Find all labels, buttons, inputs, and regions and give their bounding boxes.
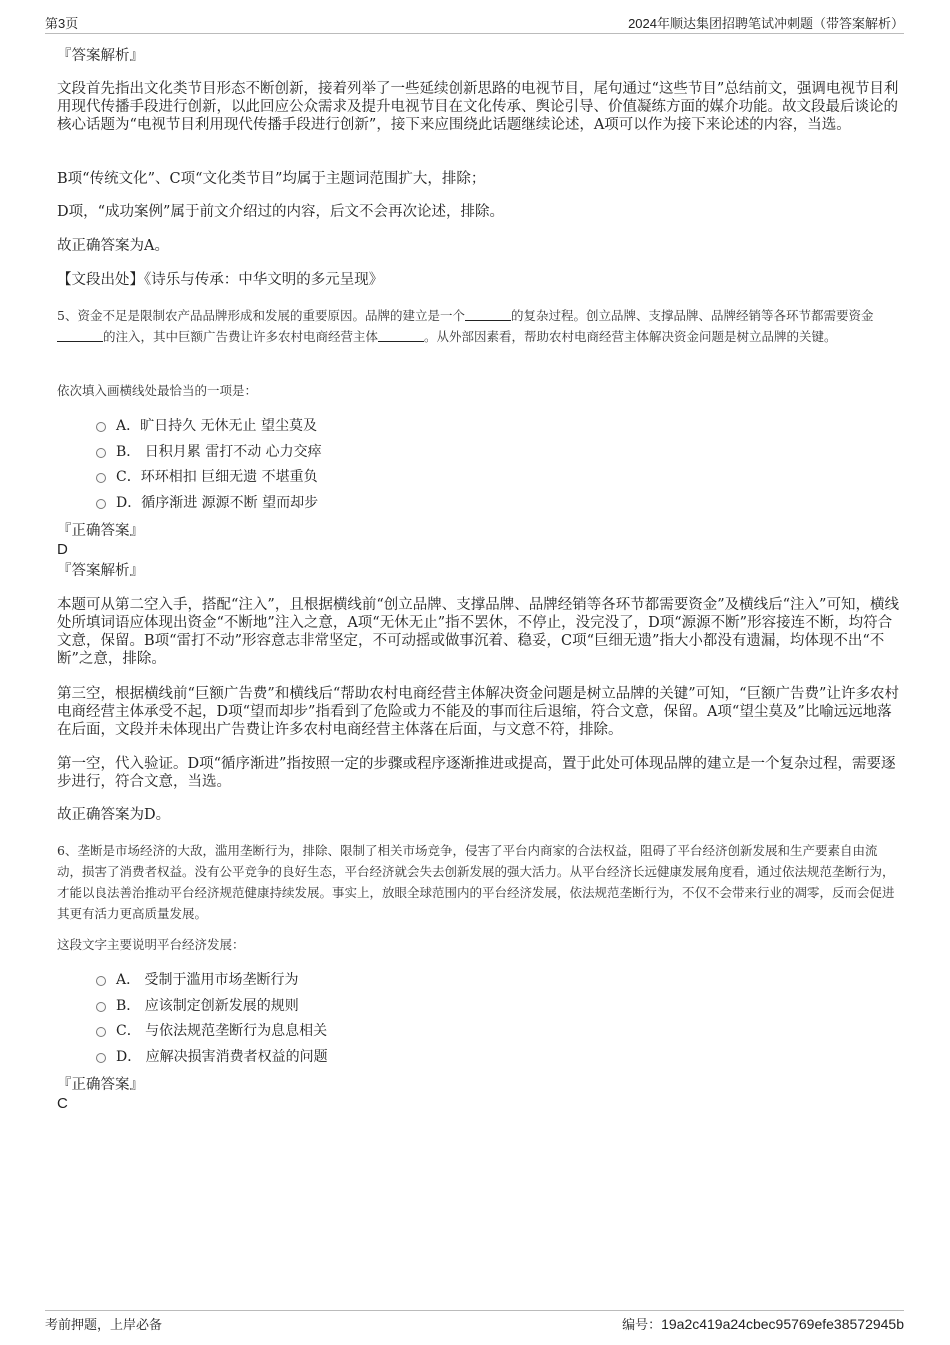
analysis-paragraph: B项“传统文化”、C项“文化类节目”均属于主题词范围扩大，排除； [57,171,486,187]
analysis-paragraph: D项，“成功案例”属于前文介绍过的内容，后文不会再次论述，排除。 [57,204,504,220]
option-c[interactable]: C． 与依法规范垄断行为息息相关 [96,1022,327,1040]
correct-answer: C [57,1095,68,1112]
footer-slogan: 考前押题，上岸必备 [45,1318,163,1333]
option-a[interactable]: A． 受制于滥用市场垄断行为 [96,971,299,989]
analysis-paragraph: 文段首先指出文化类节目形态不断创新，接着列举了一些延续创新思路的电视节目，尾句通过“这些节目”总结前文，强调电视节目利用现代传播手段进行创新，以此回应公众需求及提升电视节目在文化传承、舆论引导、价值凝练方面的媒介功能。故文段最后谈论的核心话题为“电视节目利用现代传播手段进行创新”，接下来应围绕此话题继续论述，A项可以作为接下来论述的内容，当选。 [57,81,899,133]
analysis-paragraph: 第三空，根据横线前“巨额广告费”和横线后“帮助农村电商经营主体解决资金问题是树立品牌的关键”可知，“巨额广告费”让许多农村电商经营主体承受不起，D项“望而却步”指看到了危险或力不能及的事而往后退缩，符合文意，保留。A项“望尘莫及”比喻远远地落在后面，文段并未体现出广告费让许多农村电商经营主体落在后面，与文意不符，排除。 [57,686,899,738]
correct-answer-label: 『正确答案』 [57,1077,144,1093]
question-prompt: 依次填入画横线处最恰当的一项是： [57,383,258,398]
question-prompt: 这段文字主要说明平台经济发展： [57,937,245,952]
correct-answer-label: 『正确答案』 [57,523,144,539]
option-d[interactable]: D． 应解决损害消费者权益的问题 [96,1048,328,1066]
option-a[interactable]: A．旷日持久 无休无止 望尘莫及 [96,417,317,435]
radio-icon[interactable] [96,1002,106,1012]
question-stem: 5、资金不足是限制农产品品牌形成和发展的重要原因。品牌的建立是一个 的复杂过程。创立品牌、支撑品牌、品牌经销等各环节都需要资金的注入，其中巨额广告费让许多农村电商经营主体 。从外部因素看，帮助农村电商经营主体解决资金问题是树立品牌的关键。 [57,308,874,344]
answer-conclusion: 故正确答案为A。 [57,238,169,254]
page-number: 第3页 [45,16,79,31]
header-divider [45,33,904,34]
answer-conclusion: 故正确答案为D。 [57,807,171,823]
source-citation: 【文段出处】《诗乐与传承：中华文明的多元呈现》 [57,272,384,288]
radio-icon[interactable] [96,448,106,458]
document-id: 编号：19a2c419a24cbec95769efe38572945b [622,1316,904,1333]
radio-icon[interactable] [96,499,106,509]
option-d[interactable]: D．循序渐进 源源不断 望而却步 [96,494,318,512]
radio-icon[interactable] [96,473,106,483]
analysis-paragraph: 第一空，代入验证。D项“循序渐进”指按照一定的步骤或程序逐渐推进或提高，置于此处可体现品牌的建立是一个复杂过程，需要逐步进行，符合文意，当选。 [57,756,896,790]
option-b[interactable]: B． 日积月累 雷打不动 心力交瘁 [96,443,322,461]
radio-icon[interactable] [96,976,106,986]
option-c[interactable]: C．环环相扣 巨细无遗 不堪重负 [96,468,318,486]
analysis-label: 『答案解析』 [57,563,144,579]
footer-divider [45,1310,904,1311]
radio-icon[interactable] [96,1053,106,1063]
option-b[interactable]: B． 应该制定创新发展的规则 [96,997,299,1015]
document-title: 2024年顺达集团招聘笔试冲刺题（带答案解析） [628,16,904,31]
correct-answer: D [57,541,68,558]
question-stem: 6、垄断是市场经济的大敌，滥用垄断行为，排除、限制了相关市场竞争，侵害了平台内商家的合法权益，阻碍了平台经济创新发展和生产要素自由流动，损害了消费者权益。没有公平竞争的良好生态，平台经济就会失去创新发展的强大活力。从平台经济长远健康发展角度看，通过依法规范垄断行为，才能以良法善治推动平台经济规范健康持续发展。事实上，放眼全球范围内的平台经济发展，依法规范垄断行为，不仅不会带来行业的凋零，反而会促进其更有活力更高质量发展。 [57,843,895,921]
radio-icon[interactable] [96,422,106,432]
analysis-label: 『答案解析』 [57,48,144,64]
analysis-paragraph: 本题可从第二空入手，搭配“注入”，且根据横线前“创立品牌、支撑品牌、品牌经销等各环节都需要资金”及横线后“注入”可知，横线处所填词语应体现出资金“不断地”注入之意，A项“无休无止”指不罢休，不停止，没完没了，D项“源源不断”形容接连不断，均符合文意，保留。B项“雷打不动”形容意志非常坚定，不可动摇或做事沉着、稳妥，C项“巨细无遗”指大小都没有遗漏，均体现不出“不断”之意，排除。 [57,597,899,667]
radio-icon[interactable] [96,1027,106,1037]
